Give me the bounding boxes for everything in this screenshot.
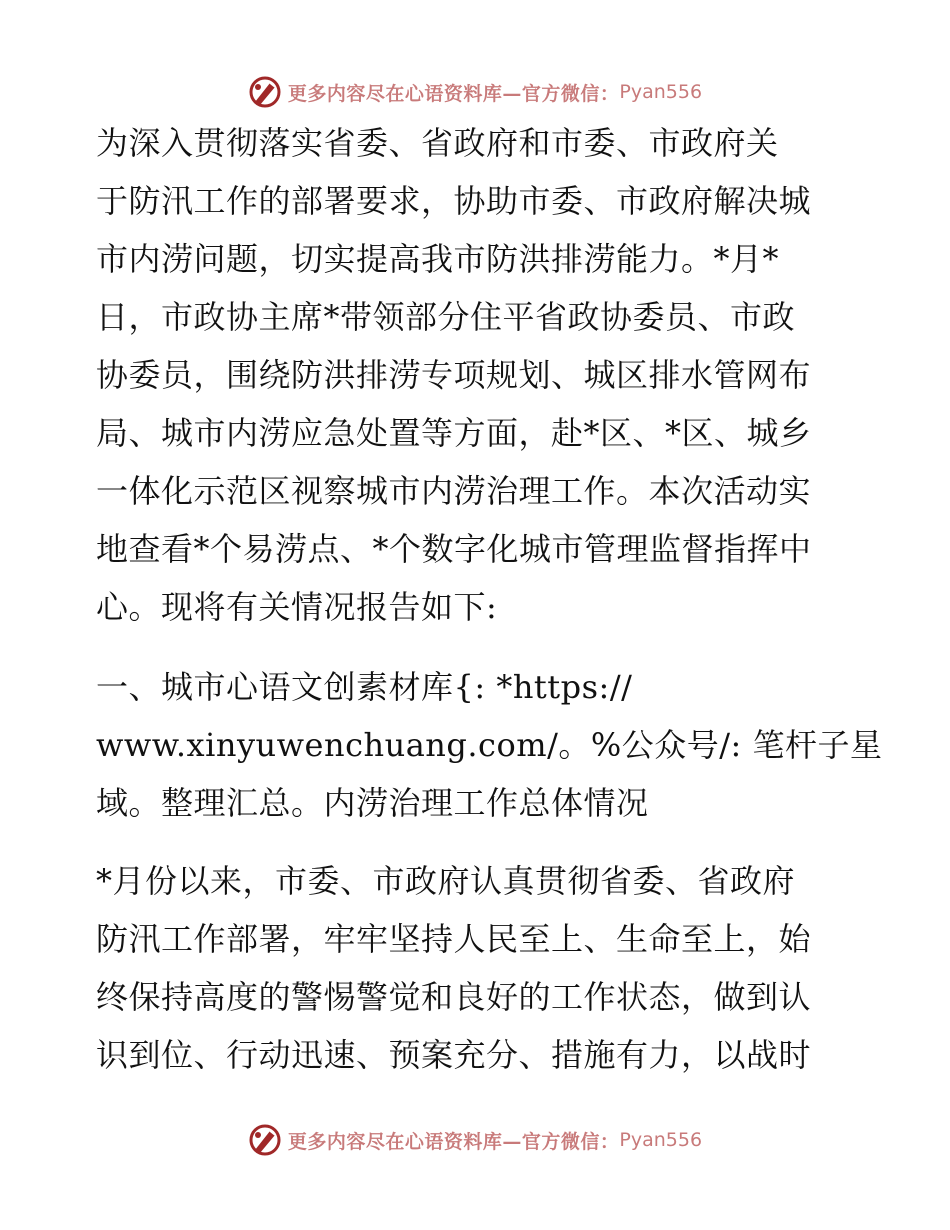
- text-line: 协委员，围绕防洪排涝专项规划、城区排水管网布: [96, 356, 812, 394]
- text-line: www.xinyuwenchuang.com/。%公众号/: 笔杆子星: [96, 726, 883, 764]
- banner-text: 更多内容尽在心语资料库—官方微信：: [287, 1130, 620, 1153]
- text-line: 一体化示范区视察城市内涝治理工作。本次活动实: [96, 472, 812, 510]
- text-line: 局、城市内涝应急处置等方面，赴*区、*区、城乡: [96, 414, 812, 452]
- text-line: 于防汛工作的部署要求，协助市委、市政府解决城: [96, 182, 812, 220]
- text-line: 市内涝问题，切实提高我市防洪排涝能力。*月*: [96, 240, 780, 278]
- text-line: 心。现将有关情况报告如下:: [96, 588, 498, 626]
- banner-wechat-id: Pyan556: [619, 81, 703, 103]
- text-line: 地查看*个易涝点、*个数字化城市管理监督指挥中: [96, 530, 812, 568]
- banner-text: 更多内容尽在心语资料库—官方微信：: [287, 82, 620, 105]
- text-line: 防汛工作部署，牢牢坚持人民至上、生命至上，始: [96, 920, 812, 958]
- text-line: 域。整理汇总。内涝治理工作总体情况: [96, 784, 649, 822]
- pen-nib-logo-icon: [248, 1123, 282, 1157]
- text-line: *月份以来，市委、市政府认真贯彻省委、省政府: [96, 862, 796, 900]
- text-line: 识到位、行动迅速、预案充分、措施有力，以战时: [96, 1036, 812, 1074]
- text-line: 为深入贯彻落实省委、省政府和市委、市政府关: [96, 124, 779, 162]
- text-line: 一、城市心语文创素材库{: *https://: [96, 668, 633, 706]
- text-line: 终保持高度的警惕警觉和良好的工作状态，做到认: [96, 978, 812, 1016]
- header-banner: [0, 72, 950, 112]
- text-line: 日，市政协主席*带领部分住平省政协委员、市政: [96, 298, 796, 336]
- footer-banner: [0, 1120, 950, 1160]
- pen-nib-logo-icon: [248, 75, 282, 109]
- banner-wechat-id: Pyan556: [619, 1129, 703, 1151]
